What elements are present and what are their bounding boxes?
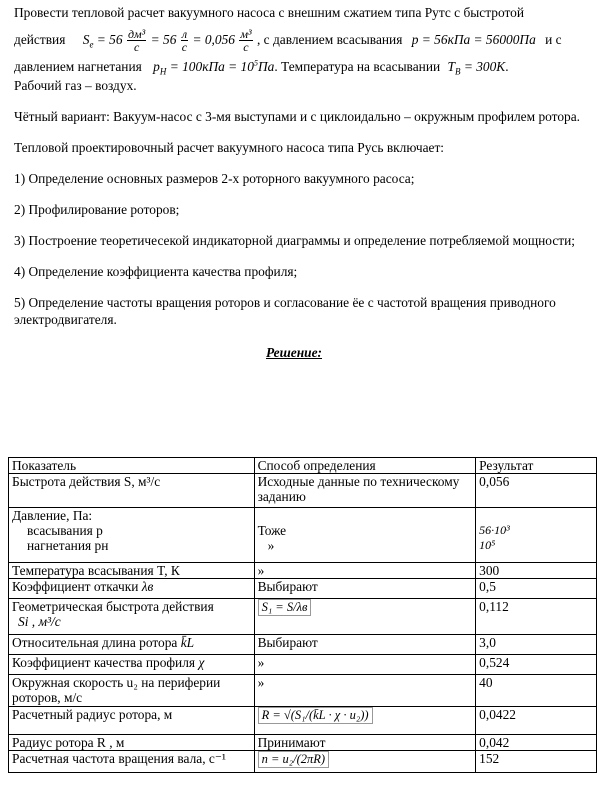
param-cell: Расчетная частота вращения вала, с⁻¹	[9, 751, 255, 773]
intro-line-3-prefix: давлением нагнетания	[14, 59, 142, 75]
speed-symbol: $S_е$	[82, 32, 94, 50]
result-cell: 0,112	[476, 599, 597, 635]
method-ditto: »	[267, 538, 275, 553]
result-cell: 40	[476, 675, 597, 707]
header-result: Результат	[476, 458, 597, 474]
suction-pressure-expr: p = 56кПа = 56000Па	[411, 32, 536, 47]
intro-line-4: Рабочий газ – воздух.	[14, 78, 137, 94]
unit-fraction-l: $\frac{л}{с}$	[181, 27, 188, 55]
param-cell: Окружная скорость u₂ на периферии роторов, м/с	[9, 675, 255, 707]
step-4: 4) Определение коэффициента качества профиля;	[14, 264, 298, 280]
unit-fraction-dm3: $\frac{\text{дм³}}{с}$	[127, 27, 146, 55]
table-header-row	[9, 458, 597, 474]
problem-statement	[14, 4, 599, 94]
result-cell: 0,5	[476, 579, 597, 599]
method-cell	[254, 751, 476, 773]
method-cell	[254, 707, 476, 735]
param-cell: Температура всасывания T, К	[9, 563, 255, 579]
param-cell: Радиус ротора R , м	[9, 735, 255, 751]
header-method: Способ определения	[254, 458, 476, 474]
param-cell: Относительная длина ротора k̄L	[9, 635, 255, 655]
table-row	[9, 579, 597, 599]
param-cell: Геометрическая быстрота действия Si , м³/с	[9, 599, 255, 635]
method-cell	[254, 599, 476, 635]
intro-line-1: Провести тепловой расчет вакуумного насоса с внешним сжатием типа Рутс с быстротой	[14, 5, 524, 20]
method-cell: Принимают	[254, 735, 476, 751]
table-row	[9, 508, 597, 563]
table-row	[9, 599, 597, 635]
document-page	[14, 4, 599, 361]
speed-value-1: = 56	[96, 32, 123, 47]
result-cell: 152	[476, 751, 597, 773]
table-row	[9, 635, 597, 655]
result-cell: 300	[476, 563, 597, 579]
param-cell: Быстрота действия S, м³/с	[9, 474, 255, 508]
param-cell: Коэффициент откачки λв	[9, 579, 255, 599]
intro-line-3	[14, 57, 599, 77]
method-cell: »	[254, 563, 476, 579]
intro-line-2-mid: , с давлением всасывания	[256, 32, 403, 47]
unit-fraction-m3: $\frac{\text{м³}}{с}$	[240, 27, 252, 55]
method-cell: Выбирают	[254, 579, 476, 599]
method-cell: »	[254, 675, 476, 707]
result-cell	[476, 508, 597, 563]
table-row	[9, 735, 597, 751]
intro-line-2-prefix: действия	[14, 32, 66, 47]
table-row	[9, 675, 597, 707]
table-row	[9, 707, 597, 735]
intro-line-2-end: и с	[545, 32, 562, 47]
method-same: Тоже	[257, 523, 287, 538]
result-cell: 0,056	[476, 474, 597, 508]
method-cell: Исходные данные по техническому заданию	[254, 474, 476, 508]
result-discharge-pressure: 10⁵	[479, 538, 496, 552]
step-3: 3) Построение теоретичесекой индикаторной диаграммы и определение потребляемой мощности;	[14, 233, 576, 249]
scope-paragraph: Тепловой проектировочный расчет вакуумного насоса типа Русь включает:	[14, 140, 445, 156]
formula-radius: R = √(S₁/(k̄L · χ · u₂))	[258, 707, 373, 724]
param-cell: Коэффициент качества профиля χ	[9, 655, 255, 675]
method-cell: »	[254, 655, 476, 675]
step-1: 1) Определение основных размеров 2-х роторного вакуумного расоса;	[14, 171, 415, 187]
speed-value-2: = 56	[150, 32, 177, 47]
result-cell: 3,0	[476, 635, 597, 655]
result-suction-pressure: 56·10³	[479, 523, 510, 537]
method-cell	[254, 508, 476, 563]
formula-geometric-speed: S₁ = S/λв	[258, 599, 312, 616]
intro-line-3-mid: . Температура на всасывании	[274, 59, 441, 75]
header-parameter: Показатель	[9, 458, 255, 474]
speed-value-3: = 0,056	[192, 32, 235, 47]
result-cell: 0,0422	[476, 707, 597, 735]
suction-temp-expr: $T_В = 300К$	[447, 59, 506, 78]
pressure-title: Давление, Па:	[12, 508, 93, 523]
step-5: 5) Определение частоты вращения роторов и согласование ёе с частотой вращения приводного электродвигателя.	[14, 295, 556, 328]
table-row	[9, 655, 597, 675]
param-cell: Расчетный радиус ротора, м	[9, 707, 255, 735]
relative-length-symbol: k̄L	[180, 635, 195, 650]
variant-paragraph: Чётный вариант: Вакуум-насос с 3-мя выступами и с циклоидально – окружным профилем ротора.	[14, 109, 581, 125]
table-row	[9, 474, 597, 508]
solution-heading: Решение:	[265, 345, 323, 361]
calculation-table	[8, 457, 597, 773]
result-cell: 0,042	[476, 735, 597, 751]
intro-line-3-end: .	[505, 59, 509, 75]
intro-line-2	[14, 27, 599, 53]
param-cell	[9, 508, 255, 563]
result-cell: 0,524	[476, 655, 597, 675]
step-2: 2) Профилирование роторов;	[14, 202, 180, 218]
method-cell: Выбирают	[254, 635, 476, 655]
table-row	[9, 751, 597, 773]
profile-quality-symbol: χ	[198, 655, 205, 670]
pump-coefficient-symbol: λв	[141, 579, 154, 594]
formula-rotation-frequency: n = u₂/(2πR)	[258, 751, 329, 768]
table-row	[9, 563, 597, 579]
discharge-pressure-expr: $p_Н = 100кПа = 10^5Па$	[153, 58, 275, 78]
pressure-discharge-label: нагнетания pн	[27, 538, 109, 553]
pressure-suction-label: всасывания p	[27, 523, 103, 538]
